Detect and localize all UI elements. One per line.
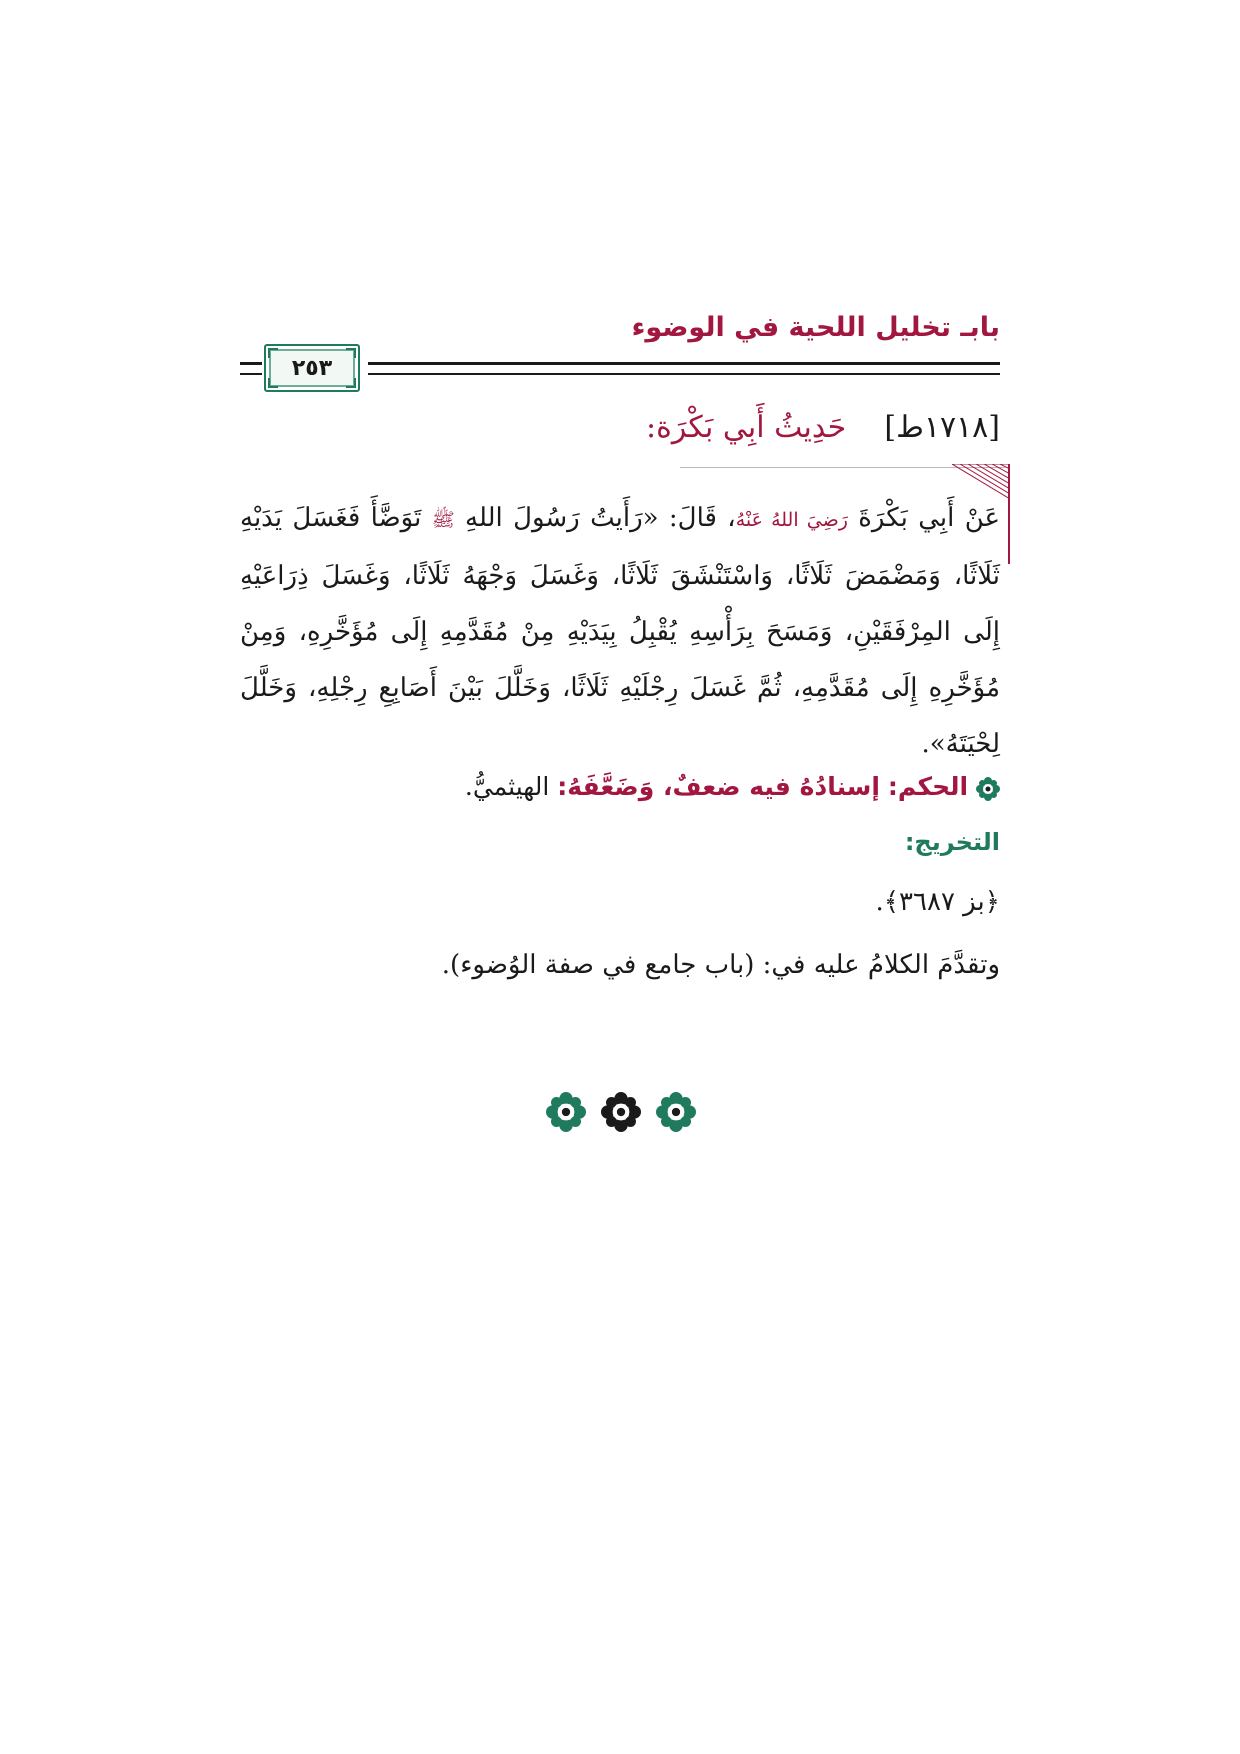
- hadith-number: [١٧١٨ط]: [884, 410, 1000, 445]
- chapter-title: بابـ تخليل اللحية في الوضوء: [631, 312, 1000, 343]
- header-rule: [368, 362, 1000, 375]
- cross-reference-note: وتقدَّمَ الكلامُ عليه في: (باب جامع في صفة الوُضوء).: [441, 950, 1000, 980]
- flower-icon: [656, 1092, 696, 1132]
- flower-icon: [976, 777, 1000, 801]
- ruling-line: [465, 772, 1000, 801]
- hadith-text-part: تَوَضَّأَ فَغَسَلَ يَدَيْهِ ثَلَاثًا، وَمَضْمَضَ ثَلَاثًا، وَاسْتَنْشَقَ ثَلَاثًا، وَغَسَلَ وَجْهَهُ ثَلَاثًا، وَغَسَلَ ذِرَاعَيْهِ إِلَى المِرْفَقَيْنِ، وَمَسَحَ بِرَأْسِهِ يُقْبِلُ بِيَدَيْهِ مِنْ مُقَدَّمِهِ إِلَى مُؤَخَّرِهِ، وَمِنْ مُؤَخَّرِهِ إِلَى مُقَدَّمِهِ، ثُمَّ غَسَلَ رِجْلَيْهِ ثَلَاثًا، وَخَلَّلَ بَيْنَ أَصَابِعِ رِجْلِهِ، وَخَلَّلَ لِحْيَتَهُ».: [240, 503, 1000, 759]
- hadith-text-part: عَنْ أَبِي بَكْرَةَ: [858, 503, 1001, 533]
- badge-corner-ornament: [268, 378, 278, 388]
- section-end-ornament: [546, 1090, 696, 1134]
- page-number-badge: [264, 344, 360, 392]
- badge-corner-ornament: [346, 348, 356, 358]
- flower-icon: [546, 1092, 586, 1132]
- flower-icon: [601, 1092, 641, 1132]
- header-rule-left: [240, 362, 262, 375]
- honorific-prophet: ﷺ: [431, 509, 455, 531]
- hadith-heading: [646, 410, 1000, 445]
- honorific-companion: رَضِيَ اللهُ عَنْهُ: [735, 509, 848, 531]
- hadith-title: حَدِيثُ أَبِي بَكْرَة:: [646, 410, 847, 445]
- badge-corner-ornament: [346, 378, 356, 388]
- page-number: ٢٥٣: [291, 355, 333, 381]
- badge-corner-ornament: [268, 348, 278, 358]
- ruling-value: إسنادُهُ فيه ضعفٌ، وَضَعَّفَهُ:: [557, 772, 880, 801]
- ruling-label: الحكم:: [887, 772, 969, 801]
- hadith-text-part: ، قَالَ: «رَأَيتُ رَسُولَ اللهِ: [465, 503, 736, 533]
- hadith-text: [240, 490, 1000, 772]
- takhrij-reference: ﴿بز ٣٦٨٧﴾.: [875, 887, 1000, 917]
- ruling-authority: الهيثميُّ.: [464, 772, 550, 801]
- takhrij-label: التخريج:: [904, 828, 1000, 856]
